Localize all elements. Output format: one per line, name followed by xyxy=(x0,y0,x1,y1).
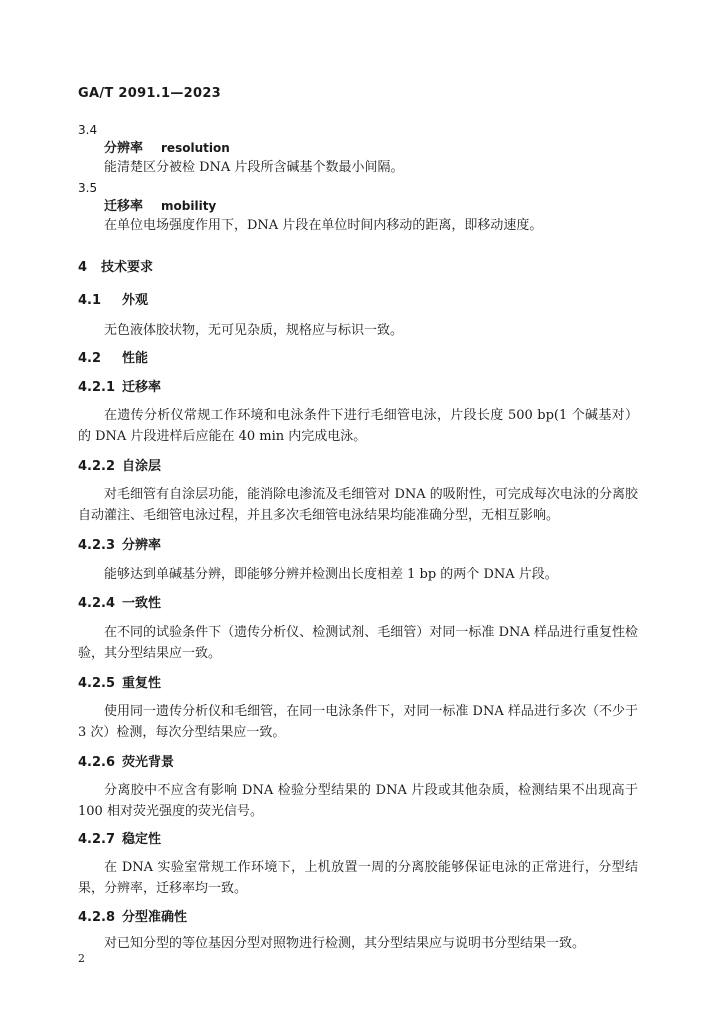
chapter-title: 技术要求 xyxy=(101,260,154,275)
term-heading xyxy=(104,198,216,215)
term-definition: 在单位电场强度作用下，DNA 片段在单位时间内移动的距离，即移动速度。 xyxy=(104,218,543,233)
section-title: 重复性 xyxy=(122,676,162,691)
section-heading xyxy=(78,538,161,554)
section-heading xyxy=(78,755,174,771)
section-number: 4.1 xyxy=(78,293,102,308)
section-title: 自涂层 xyxy=(122,459,162,474)
section-heading xyxy=(78,293,148,309)
section-heading xyxy=(78,380,161,396)
section-number: 4.2.2 xyxy=(78,459,116,474)
section-number: 4.2.7 xyxy=(78,832,116,847)
term-en: mobility xyxy=(161,199,217,213)
section-heading xyxy=(78,351,148,367)
section-title: 外观 xyxy=(122,293,149,308)
section-number: 4.2.1 xyxy=(78,380,116,395)
section-number: 4.2.8 xyxy=(78,910,116,925)
section-text: 在遗传分析仪常规工作环境和电泳条件下进行毛细管电泳，片段长度 500 bp(1 个碱基对）的 DNA 片段进样后应能在 40 min 内完成电泳。 xyxy=(78,408,638,444)
section-text: 分离胶中不应含有影响 DNA 检验分型结果的 DNA 片段或其他杂质，检测结果不出现高于 100 相对荧光强度的荧光信号。 xyxy=(78,783,638,819)
section-heading xyxy=(78,832,161,848)
term-definition: 能清楚区分被检 DNA 片段所含碱基个数最小间隔。 xyxy=(104,160,404,175)
section-text: 使用同一遗传分析仪和毛细管，在同一电泳条件下，对同一标准 DNA 样品进行多次（不少于 3 次）检测，每次分型结果应一致。 xyxy=(78,704,638,740)
section-text: 对已知分型的等位基因分型对照物进行检测，其分型结果应与说明书分型结果一致。 xyxy=(104,936,586,951)
section-text: 对毛细管有自涂层功能，能消除电渗流及毛细管对 DNA 的吸附性，可完成每次电泳的分离胶自动灌注、毛细管电泳过程，并且多次毛细管电泳结果均能准确分型，无相互影响。 xyxy=(78,487,638,523)
standard-code: GA/T 2091.1—2023 xyxy=(78,86,222,101)
section-title: 稳定性 xyxy=(122,832,162,847)
term-en: resolution xyxy=(161,141,230,155)
chapter-number: 4 xyxy=(78,260,88,275)
term-number: 3.4 xyxy=(78,123,98,137)
section-number: 4.2 xyxy=(78,351,102,366)
section-heading xyxy=(78,596,161,612)
term-number: 3.5 xyxy=(78,181,98,195)
section-title: 分辨率 xyxy=(122,538,162,553)
section-heading xyxy=(78,910,187,926)
section-title: 分型准确性 xyxy=(122,910,188,925)
section-title: 一致性 xyxy=(122,596,162,611)
page-number: 2 xyxy=(78,952,85,965)
section-number: 4.2.5 xyxy=(78,676,116,691)
term-heading xyxy=(104,140,230,157)
section-number: 4.2.3 xyxy=(78,538,116,553)
section-text: 无色液体胶状物，无可见杂质，规格应与标识一致。 xyxy=(104,323,404,338)
chapter-heading xyxy=(78,260,153,276)
section-heading xyxy=(78,459,161,475)
section-number: 4.2.6 xyxy=(78,755,116,770)
term-cn: 迁移率 xyxy=(104,199,144,214)
section-title: 荧光背景 xyxy=(122,755,175,770)
section-text: 在 DNA 实验室常规工作环境下，上机放置一周的分离胶能够保证电泳的正常进行，分型结果，分辨率，迁移率均一致。 xyxy=(78,860,638,896)
section-number: 4.2.4 xyxy=(78,596,116,611)
term-cn: 分辨率 xyxy=(104,141,144,156)
section-title: 迁移率 xyxy=(122,380,162,395)
section-text: 能够达到单碱基分辨，即能够分辨并检测出长度相差 1 bp 的两个 DNA 片段。 xyxy=(104,567,558,582)
section-title: 性能 xyxy=(122,351,149,366)
section-heading xyxy=(78,676,161,692)
section-text: 在不同的试验条件下（遗传分析仪、检测试剂、毛细管）对同一标准 DNA 样品进行重复性检验，其分型结果应一致。 xyxy=(78,625,638,661)
